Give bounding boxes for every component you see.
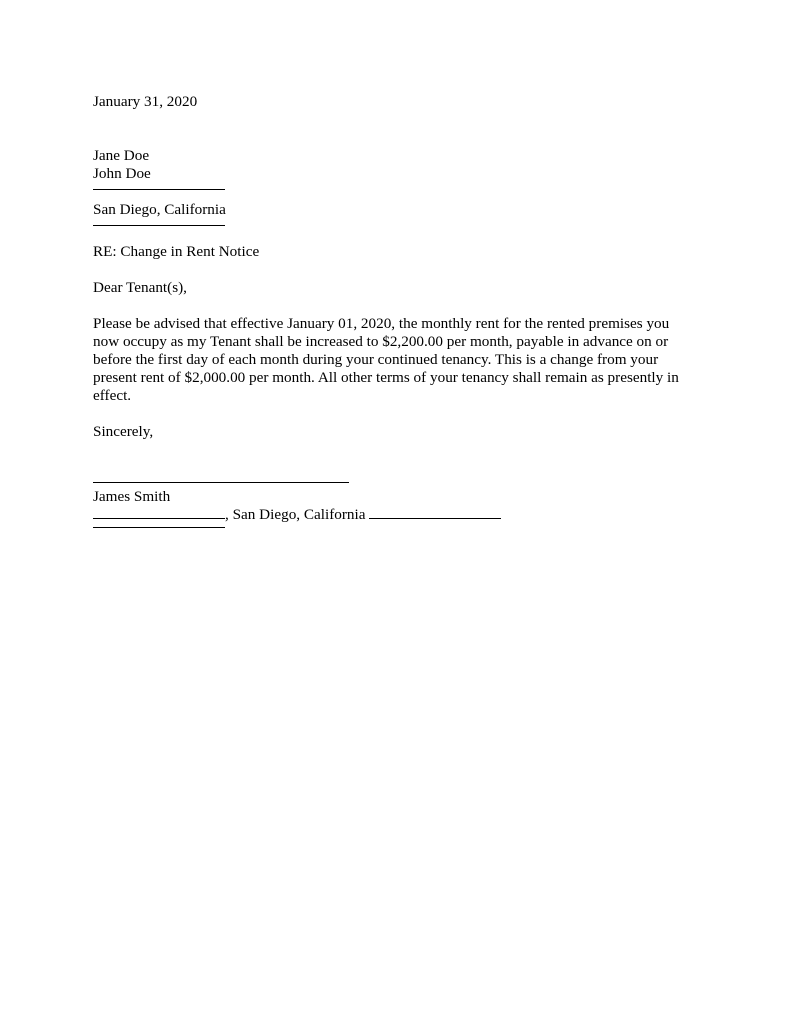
sender-zip-blank: [93, 527, 225, 528]
letter-body: Please be advised that effective January 01, 2020, the monthly rent for the rented premises you now occupy as my Tenant shall be increased to $2,200.00 per month, payable in advance on or before the first day of each month during your continued tenancy. This is a change from your present rent of $2,000.00 per month. All other terms of your tenancy shall remain as presently in effect.: [93, 315, 679, 404]
letter-closing: Sincerely,: [93, 423, 154, 440]
letter-page: [93, 93, 703, 528]
letter-subject: RE: Change in Rent Notice: [93, 243, 260, 260]
recipient-name-1: Jane Doe: [93, 147, 150, 164]
recipient-city: San Diego, California: [93, 201, 226, 218]
sender-city: , San Diego, California: [225, 506, 370, 523]
letter-salutation: Dear Tenant(s),: [93, 279, 187, 296]
sender-street-blank: [93, 518, 225, 519]
sender-address-line: [93, 506, 703, 524]
recipient-address-blank: [93, 189, 225, 190]
recipient-name-2: John Doe: [93, 165, 151, 182]
signature-line: [93, 482, 349, 483]
sender-name: James Smith: [93, 488, 171, 505]
letter-date: January 31, 2020: [93, 93, 198, 110]
sender-extra-blank: [369, 518, 501, 519]
recipient-zip-blank: [93, 225, 225, 226]
